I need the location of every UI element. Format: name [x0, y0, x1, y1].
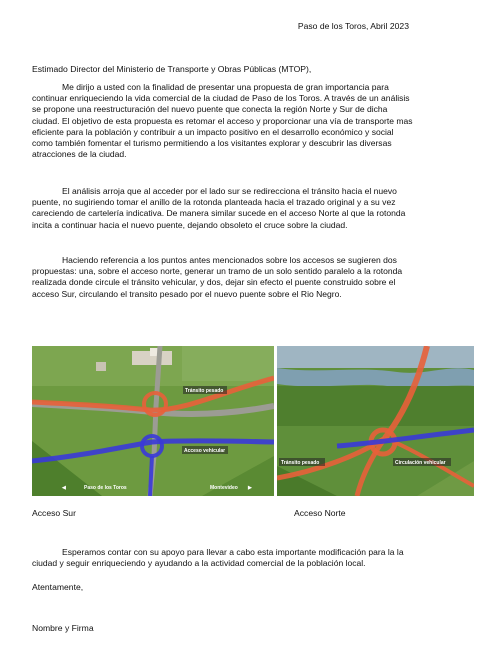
south-label-right: Montevideo [210, 485, 238, 491]
signature-line: Nombre y Firma [32, 623, 94, 633]
south-label-vehicle: Acceso vehicular [184, 448, 226, 454]
south-arrow-right-icon: ▶ [248, 485, 252, 491]
caption-north: Acceso Norte [294, 508, 346, 518]
letter-date: Paso de los Toros, Abril 2023 [297, 21, 409, 31]
north-label-vehicle: Circulación vehicular [395, 460, 446, 466]
south-label-left: Paso de los Toros [84, 485, 127, 491]
letter-greeting: Estimado Director del Ministerio de Transporte y Obras Públicas (MTOP), [32, 64, 312, 74]
body-paragraph-4: Esperamos contar con su apoyo para llevar a cabo esta importante modificación para la la ciudad y seguir enriqueciendo y ayudando a la actividad comercial de la población local. [32, 547, 404, 569]
caption-south: Acceso Sur [32, 508, 76, 518]
letter-closing: Atentamente, [32, 582, 84, 592]
south-arrow-left-icon: ◀ [62, 485, 66, 491]
body-paragraph-2: El análisis arroja que al acceder por el lado sur se redirecciona el tránsito hacia el nuevo puente, no sugiriendo tomar el anillo de la rotonda planteada hacia el trazado original y a su vez careciendo de cartelería indicativa. De manera similar sucede en el acceso Norte al que la rotonda incita a continuar hacia el nuevo puente, dejando obsoleto el cruce sobre la ciudad. [32, 186, 406, 230]
body-paragraph-1: Me dirijo a usted con la finalidad de presentar una propuesta de gran importancia para continuar enriqueciendo la vida comercial de la ciudad de Paso de los Toros. A través de un análisis se propone una reestructuración del nuevo puente que conecta la región Norte y Sur de dicha ciudad. El objetivo de esta propuesta es retomar el acceso y proporcionar una vía de transporte mas eficiente para la población y contribuir a un impacto positivo en el desarrollo económico y social como también fomentar el turismo permitiendo a los visitantes explorar y descubrir las diversas atracciones de la ciudad. [32, 82, 413, 160]
south-label-heavy: Tránsito pesado [185, 388, 224, 394]
south-access-photo [32, 346, 274, 496]
north-access-photo [277, 346, 474, 496]
body-paragraph-3: Haciendo referencia a los puntos antes mencionados sobre los accesos se sugieren dos propuestas: una, sobre el acceso norte, generar un tramo de un solo sentido paralelo a la rotonda realizada donde circule el tránsito vehicular, y dos, dejar sin efecto el puente construido sobre el acceso Sur, circulando el transito pesado por el nuevo puente sobre el Rio Negro. [32, 255, 403, 299]
north-label-heavy: Tránsito pesado [281, 460, 320, 466]
